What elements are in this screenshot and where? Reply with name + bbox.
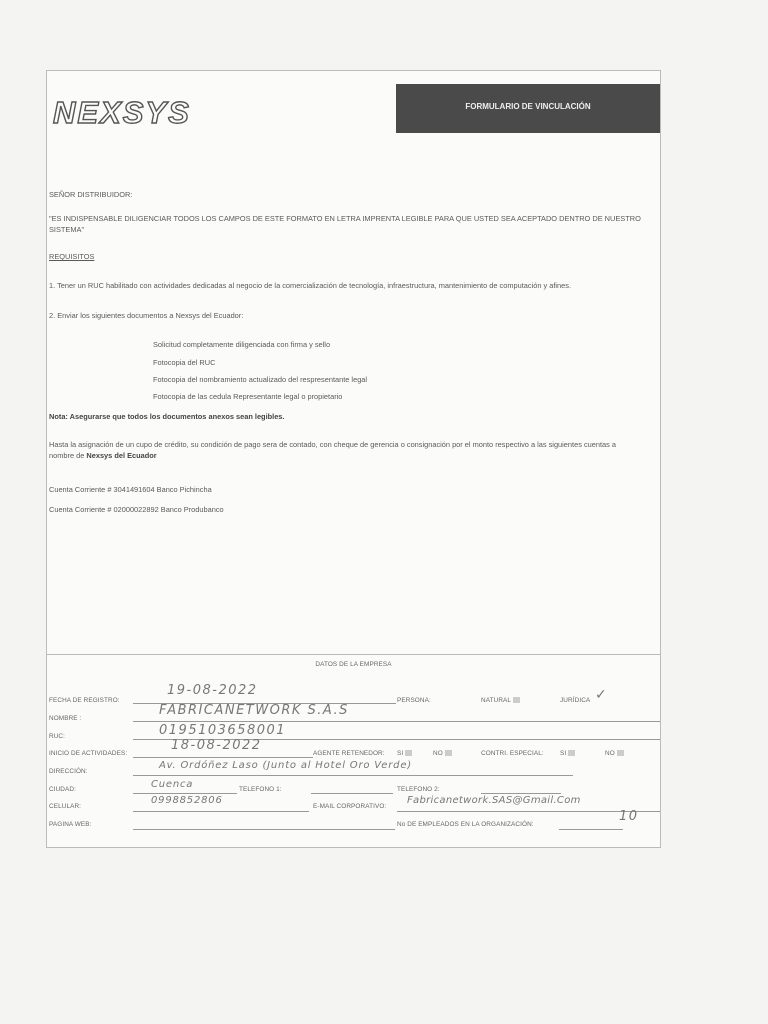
contri-si: SI — [560, 750, 575, 757]
document-item: Solicitud completamente diligenciada con firma y sello — [153, 340, 331, 349]
label-telefono2: TELEFONO 2: — [397, 786, 440, 793]
value-ruc[interactable]: 0195103658001 — [159, 723, 287, 738]
label-empleados: No DE EMPLEADOS EN LA ORGANIZACIÓN: — [397, 821, 534, 828]
checkbox-juridica[interactable]: ✓ — [595, 687, 609, 703]
value-fecha-registro[interactable]: 19-08-2022 — [167, 683, 258, 698]
nexsys-logo — [51, 97, 277, 127]
account-2: Cuenta Corriente # 02000022892 Banco Produbanco — [49, 505, 224, 514]
account-1: Cuenta Corriente # 3041491604 Banco Pichincha — [49, 485, 212, 494]
label-contri: CONTRI. ESPECIAL: — [481, 750, 544, 757]
label-ciudad: CIUDAD: — [49, 786, 76, 793]
credit-text: Hasta la asignación de un cupo de crédito, su condición de pago sera de contado, con cheque de gerencia o consignación por el monto respectivo a las siguientes cuentas a nombre de Nexsys del Ecuador — [49, 440, 616, 460]
field-line — [481, 793, 561, 794]
label-persona: PERSONA: — [397, 697, 431, 704]
form-title: FORMULARIO DE VINCULACIÓN — [465, 102, 591, 111]
label-telefono1: TELEFONO 1: — [239, 786, 282, 793]
label-fecha-registro: FECHA DE REGISTRO: — [49, 697, 120, 704]
notice-text: "ES INDISPENSABLE DILIGENCIAR TODOS LOS CAMPOS DE ESTE FORMATO EN LETRA IMPRENTA LEGIBLE PARA QUE USTED SEA ACEPTADO DENTRO DE NUESTRO SISTEMA" — [49, 214, 641, 234]
label-agente: AGENTE RETENEDOR: — [313, 750, 385, 757]
value-ciudad[interactable]: Cuenca — [151, 779, 194, 790]
section-title: DATOS DE LA EMPRESA — [315, 661, 392, 668]
document-item: Fotocopia de las cedula Representante legal o propietario — [153, 392, 343, 401]
field-line — [559, 829, 623, 830]
note: Nota: Asegurarse que todos los documentos anexos sean legibles. — [49, 412, 285, 421]
checkbox-contri-no[interactable] — [617, 750, 624, 756]
value-inicio[interactable]: 18-08-2022 — [171, 738, 262, 753]
value-celular[interactable]: 0998852806 — [151, 795, 223, 806]
value-empleados[interactable]: 10 — [619, 809, 639, 824]
checkbox-agente-si[interactable] — [405, 750, 412, 756]
field-line — [133, 757, 313, 758]
section-divider — [47, 654, 660, 655]
document-item: Fotocopia del RUC — [153, 358, 216, 367]
form-sheet — [46, 70, 661, 848]
label-nombre: NOMBRE : — [49, 715, 82, 722]
checkbox-agente-no[interactable] — [445, 750, 452, 756]
agente-no: NO — [433, 750, 452, 757]
label-celular: CELULAR: — [49, 803, 82, 810]
label-email: E-MAIL CORPORATIVO: — [313, 803, 387, 810]
label-direccion: DIRECCIÓN: — [49, 768, 88, 775]
label-ruc: RUC: — [49, 733, 66, 740]
field-line — [133, 775, 573, 776]
value-email[interactable]: Fabricanetwork.SAS@Gmail.Com — [407, 795, 581, 806]
document-item: Fotocopia del nombramiento actualizado del respresentante legal — [153, 375, 368, 384]
field-line — [133, 793, 237, 794]
label-inicio: INICIO DE ACTIVIDADES: — [49, 750, 128, 757]
requirements-title: REQUISITOS — [49, 252, 95, 261]
svg-text:NEXSYS: NEXSYS — [53, 97, 191, 127]
label-pagina: PAGINA WEB: — [49, 821, 92, 828]
field-line — [311, 793, 393, 794]
agente-si: SI — [397, 750, 412, 757]
requirement-1: 1. Tener un RUC habilitado con actividades dedicadas al negocio de la comercialización de tecnología, infraestructura, mantenimiento de computación y afines. — [49, 281, 572, 290]
field-line — [133, 721, 660, 722]
requirement-2: 2. Enviar los siguientes documentos a Nexsys del Ecuador: — [49, 311, 244, 320]
header-bar — [396, 84, 660, 133]
checkbox-contri-si[interactable] — [568, 750, 575, 756]
value-direccion[interactable]: Av. Ordóñez Laso (Junto al Hotel Oro Verde) — [159, 760, 412, 771]
field-line — [133, 811, 309, 812]
salutation: SEÑOR DISTRIBUIDOR: — [49, 190, 133, 199]
label-juridica: JURÍDICA — [560, 697, 591, 704]
field-line — [133, 829, 395, 830]
checkbox-natural[interactable] — [513, 697, 520, 703]
value-nombre[interactable]: FABRICANETWORK S.A.S — [159, 703, 349, 718]
label-natural: NATURAL — [481, 697, 520, 704]
contri-no: NO — [605, 750, 624, 757]
